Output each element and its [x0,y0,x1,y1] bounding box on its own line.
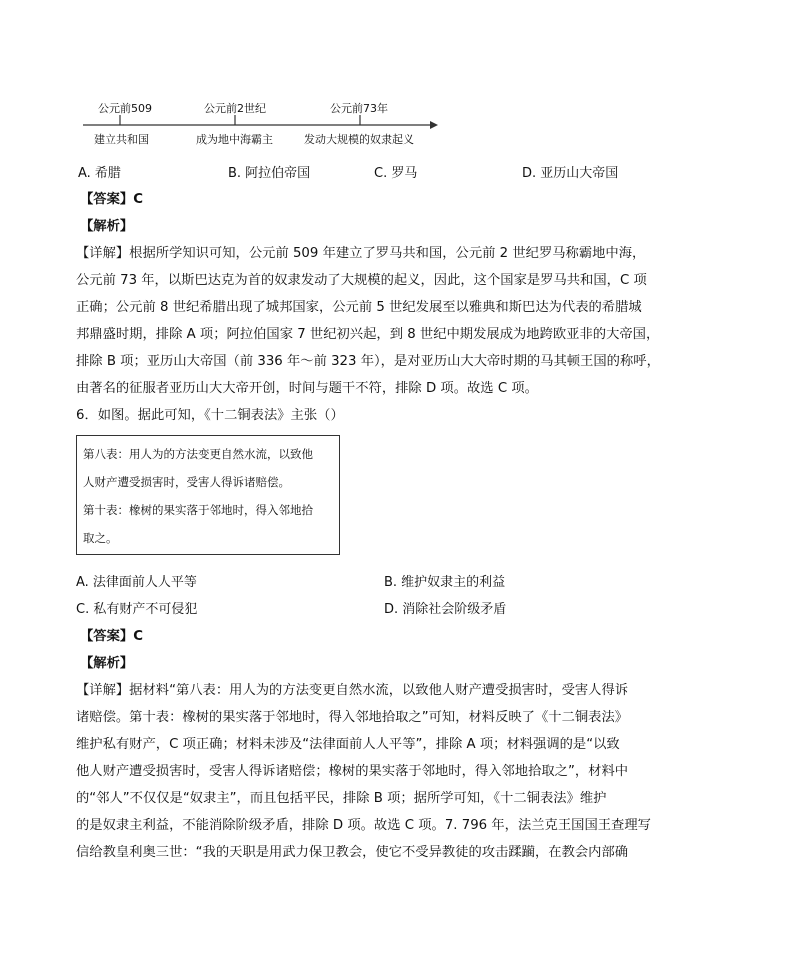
q6-analysis-label: 【解析】 [80,656,134,671]
timeline-date-1: 公元前509 [98,102,152,115]
q6-material-box [76,435,340,555]
box-line-4: 取之。 [83,531,118,545]
answer-label: 【答案】 [80,192,134,207]
q6-detail-line-5: 的“邻人”不仅仅是“奴隶主”，而且包括平民，排除 B 项；据所学可知，《十二铜表法》维护 [76,791,607,806]
q6-detail-line-3: 维护私有财产，C 项正确；材料未涉及“法律面前人人平等”，排除 A 项；材料强调的是“以致 [76,737,620,752]
q6-option-d: D. 消除社会阶级矛盾 [384,602,507,617]
q5-detail-line-5: 排除 B 项；亚历山大帝国（前 336 年～前 323 年），是对亚历山大大帝时期的马其顿王国的称呼， [76,354,660,369]
q5-detail-line-2: 公元前 73 年，以斯巴达克为首的奴隶发动了大规模的起义，因此，这个国家是罗马共和国，C 项 [76,273,647,288]
q6-option-b: B. 维护奴隶主的利益 [384,575,506,590]
timeline-event-1: 建立共和国 [94,133,149,146]
box-line-2: 人财产遭受损害时，受害人得诉诸赔偿。 [83,475,290,489]
q5-option-d: D. 亚历山大帝国 [522,166,619,181]
q5-detail-line-6: 由著名的征服者亚历山大大帝开创，时间与题干不符，排除 D 项。故选 C 项。 [76,381,538,396]
box-line-1: 第八表：用人为的方法变更自然水流，以致他 [83,447,313,461]
timeline-event-2: 成为地中海霸主 [196,133,273,146]
q6-option-c: C. 私有财产不可侵犯 [76,602,198,617]
q6-detail-line-2: 诸赔偿。第十表：橡树的果实落于邻地时，得入邻地拾取之”可知，材料反映了《十二铜表法》 [76,710,629,725]
q6-detail-line-1: 【详解】据材料“第八表：用人为的方法变更自然水流，以致他人财产遭受损害时，受害人得诉 [76,683,629,698]
answer-value: C [133,192,143,207]
q5-answer [80,188,143,207]
q5-analysis-label: 【解析】 [80,219,134,234]
q6-detail-line-4: 他人财产遭受损害时，受害人得诉诸赔偿；橡树的果实落于邻地时，得入邻地拾取之”，材料中 [76,764,629,779]
q5-detail-line-3: 正确；公元前 8 世纪希腊出现了城邦国家，公元前 5 世纪发展至以雅典和斯巴达为代表的希腊城 [76,300,642,315]
q5-detail-line-4: 邦鼎盛时期，排除 A 项；阿拉伯国家 7 世纪初兴起，到 8 世纪中期发展成为地跨欧亚非的大帝国， [76,327,660,342]
timeline-event-3: 发动大规模的奴隶起义 [304,133,414,146]
q6-detail-line-7: 信给教皇利奥三世：“我的天职是用武力保卫教会，使它不受异教徒的攻击蹂躏，在教会内部确 [76,845,629,860]
timeline-figure [78,95,448,155]
q5-detail-line-1: 【详解】根据所学知识可知，公元前 509 年建立了罗马共和国，公元前 2 世纪罗马称霸地中海， [76,246,646,261]
q6-stem: 6．如图。据此可知，《十二铜表法》主张（） [76,408,344,423]
q5-option-c: C. 罗马 [374,166,418,181]
q5-option-b: B. 阿拉伯帝国 [228,166,311,181]
answer-value: C [133,629,143,644]
q5-option-a: A. 希腊 [78,166,121,181]
q6-option-a: A. 法律面前人人平等 [76,575,197,590]
timeline-date-3: 公元前73年 [330,102,388,115]
q6-detail-line-6: 的是奴隶主利益，不能消除阶级矛盾，排除 D 项。故选 C 项。7. 796 年，法兰克王国国王查理写 [76,818,651,833]
answer-label: 【答案】 [80,629,134,644]
q6-answer [80,625,143,644]
box-line-3: 第十表：橡树的果实落于邻地时，得入邻地拾 [83,503,313,517]
timeline-date-2: 公元前2世纪 [204,102,266,115]
